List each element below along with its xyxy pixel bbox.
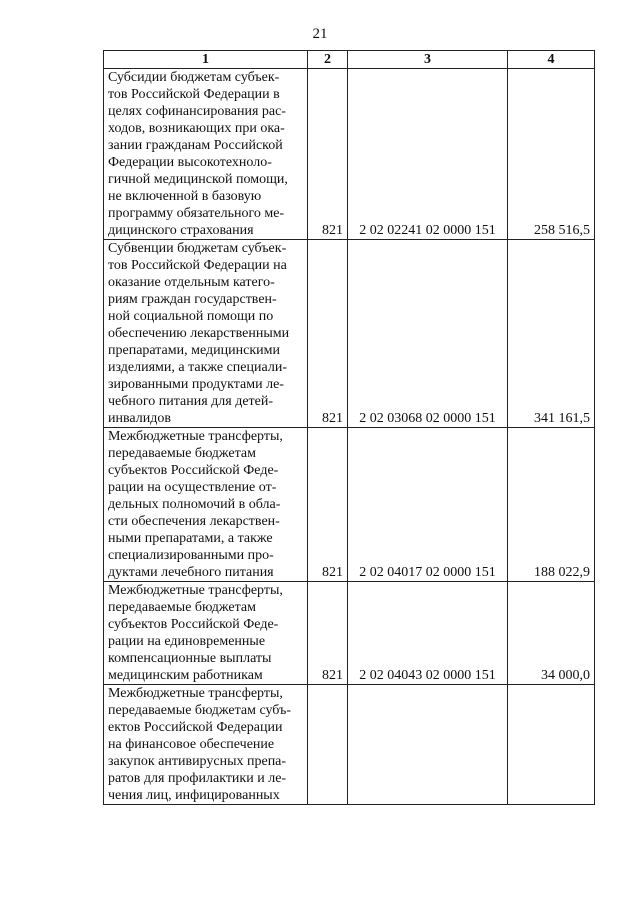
description-line: целях софинансирования рас- [108, 104, 286, 119]
budget-classification-code: 2 02 03068 02 0000 151 [348, 240, 508, 428]
description-line: закупок антивирусных препа- [108, 754, 287, 769]
description-line: зированными продуктами ле- [108, 377, 284, 392]
description-line: обеспечению лекарственными [108, 326, 290, 341]
description-line: передаваемые бюджетам [108, 600, 256, 615]
row-description [104, 69, 308, 240]
description-line: гичной медицинской помощи, [108, 172, 288, 187]
description-line: Межбюджетные трансферты, [108, 429, 283, 444]
description-line: тов Российской Федерации в [108, 87, 280, 102]
column-header-4: 4 [508, 51, 595, 69]
description-line: Межбюджетные трансферты, [108, 583, 283, 598]
description-line: Субвенции бюджетам субъек- [108, 241, 287, 256]
description-line: зании гражданам Российской [108, 138, 283, 153]
description-line: рации на осуществление от- [108, 480, 277, 495]
description-line: препаратами, медицинскими [108, 343, 280, 358]
table-row [104, 582, 595, 685]
table-row [104, 240, 595, 428]
description-line: чебного питания для детей- [108, 394, 274, 409]
amount: 188 022,9 [508, 428, 595, 582]
admin-code: 821 [308, 582, 348, 685]
row-description [104, 582, 308, 685]
page-number: 21 [312, 26, 328, 42]
description-line: ной социальной помощи по [108, 309, 274, 324]
description-line: рации на единовременные [108, 634, 266, 649]
description-line: программу обязательного ме- [108, 206, 285, 221]
column-header-1: 1 [104, 51, 308, 69]
description-line: компенсационные выплаты [108, 651, 272, 666]
description-line: специализированными про- [108, 548, 274, 563]
budget-table [103, 50, 595, 805]
description-line: ратов для профилактики и ле- [108, 771, 287, 786]
table-row [104, 69, 595, 240]
row-description [104, 240, 308, 428]
description-line: медицинским работникам [108, 668, 263, 683]
admin-code: 821 [308, 240, 348, 428]
description-line: тов Российской Федерации на [108, 258, 287, 273]
budget-classification-code: 2 02 04017 02 0000 151 [348, 428, 508, 582]
description-line: Субсидии бюджетам субъек- [108, 70, 280, 85]
header-row [104, 51, 595, 69]
description-line: передаваемые бюджетам [108, 446, 256, 461]
description-line: передаваемые бюджетам субъ- [108, 703, 291, 718]
description-line: на финансовое обеспечение [108, 737, 275, 752]
admin-code: 821 [308, 428, 348, 582]
amount: 258 516,5 [508, 69, 595, 240]
description-line: ходов, возникающих при ока- [108, 121, 285, 136]
description-line: ектов Российской Федерации [108, 720, 283, 735]
description-line: чения лиц, инфицированных [108, 788, 280, 803]
description-line: дельных полномочий в обла- [108, 497, 281, 512]
description-line: Межбюджетные трансферты, [108, 686, 283, 701]
table-body [104, 69, 595, 805]
amount [508, 685, 595, 805]
description-line: риям граждан государствен- [108, 292, 277, 307]
amount: 34 000,0 [508, 582, 595, 685]
description-line: дицинского страхования [108, 223, 254, 238]
budget-classification-code [348, 685, 508, 805]
column-header-2: 2 [308, 51, 348, 69]
admin-code: 821 [308, 69, 348, 240]
description-line: субъектов Российской Феде- [108, 463, 279, 478]
description-line: изделиями, а также специали- [108, 360, 287, 375]
description-line: инвалидов [108, 411, 171, 426]
column-header-3: 3 [348, 51, 508, 69]
description-line: дуктами лечебного питания [108, 565, 274, 580]
description-line: сти обеспечения лекарствен- [108, 514, 280, 529]
admin-code [308, 685, 348, 805]
amount: 341 161,5 [508, 240, 595, 428]
row-description [104, 428, 308, 582]
budget-classification-code: 2 02 02241 02 0000 151 [348, 69, 508, 240]
table-row [104, 428, 595, 582]
row-description [104, 685, 308, 805]
description-line: субъектов Российской Феде- [108, 617, 279, 632]
table-row [104, 685, 595, 805]
budget-classification-code: 2 02 04043 02 0000 151 [348, 582, 508, 685]
description-line: не включенной в базовую [108, 189, 262, 204]
description-line: ными препаратами, а также [108, 531, 273, 546]
description-line: оказание отдельным катего- [108, 275, 275, 290]
description-line: Федерации высокотехноло- [108, 155, 272, 170]
